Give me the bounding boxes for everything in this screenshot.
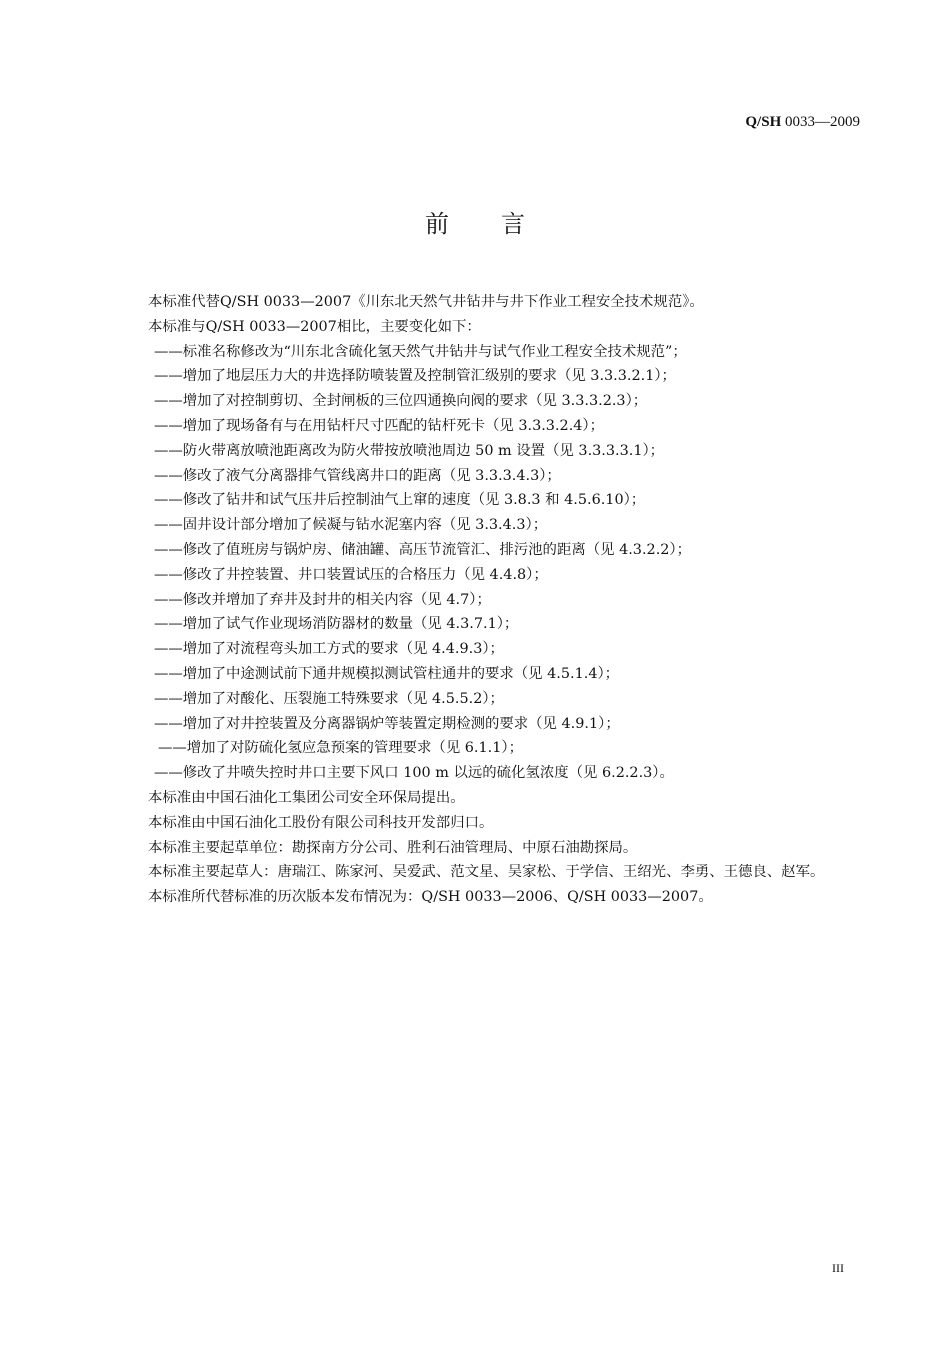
change-item: ——增加了对酸化、压裂施工特殊要求（见 4.5.5.2）；	[154, 690, 504, 707]
change-item: ——增加了中途测试前下通井规模拟测试管柱通井的要求（见 4.5.1.4）；	[154, 665, 620, 682]
paragraph-proposer: 本标准由中国石油化工集团公司安全环保局提出。	[148, 789, 465, 806]
page-title: 前言	[425, 210, 577, 238]
change-item: ——增加了对井控装置及分离器锅炉等装置定期检测的要求（见 4.9.1）；	[154, 715, 620, 732]
standard-code-prefix: Q/SH	[745, 114, 782, 130]
change-item: ——标准名称修改为“川东北含硫化氢天然气井钻井与试气作业工程安全技术规范”；	[154, 343, 687, 360]
standard-code	[745, 114, 860, 131]
change-item: ——增加了对防硫化氢应急预案的管理要求（见 6.1.1）；	[158, 740, 523, 757]
change-item: ——增加了现场备有与在用钻杆尺寸匹配的钻杆死卡（见 3.3.3.2.4）；	[154, 417, 604, 434]
change-item: ——增加了地层压力大的井选择防喷装置及控制管汇级别的要求（见 3.3.3.2.1）；	[154, 368, 676, 385]
change-item: ——修改了钻井和试气压井后控制油气上窜的速度（见 3.8.3 和 4.5.6.10）；	[154, 492, 646, 509]
paragraph-changes-intro: 本标准与Q/SH 0033—2007相比，主要变化如下：	[148, 318, 481, 335]
foreword-body	[116, 290, 864, 910]
change-item: ——修改了值班房与锅炉房、储油罐、高压节流管汇、排污池的距离（见 4.3.2.2）；	[154, 541, 692, 558]
page-number: III	[832, 1261, 844, 1275]
paragraph-replaces: 本标准代替Q/SH 0033—2007《川东北天然气井钻井与井下作业工程安全技术规范》。	[148, 294, 704, 310]
paragraph-centralized-by: 本标准由中国石油化工股份有限公司科技开发部归口。	[148, 814, 494, 831]
change-item: ——修改了井喷失控时井口主要下风口 100 m 以远的硫化氢浓度（见 6.2.2.3）。	[154, 765, 674, 782]
paragraph-drafting-units: 本标准主要起草单位：勘探南方分公司、胜利石油管理局、中原石油勘探局。	[148, 839, 638, 856]
paragraph-previous-editions: 本标准所代替标准的历次版本发布情况为：Q/SH 0033—2006、Q/SH 0033—2007。	[148, 889, 713, 906]
change-item: ——增加了对控制剪切、全封闸板的三位四通换向阀的要求（见 3.3.3.2.3）；	[154, 393, 648, 410]
change-item: ——修改了液气分离器排气管线离井口的距离（见 3.3.3.4.3）；	[154, 467, 561, 484]
standard-code-number: 0033—2009	[781, 114, 860, 130]
change-item: ——固井设计部分增加了候凝与钻水泥塞内容（见 3.3.4.3）；	[154, 517, 548, 534]
change-item: ——增加了对流程弯头加工方式的要求（见 4.4.9.3）；	[154, 641, 504, 658]
change-item: ——修改并增加了弃井及封井的相关内容（见 4.7）；	[154, 591, 491, 608]
change-item: ——修改了井控装置、井口装置试压的合格压力（见 4.4.8）；	[154, 566, 548, 583]
change-item: ——防火带离放喷池距离改为防火带按放喷池周边 50 m 设置（见 3.3.3.3.1）；	[154, 442, 665, 459]
paragraph-drafters: 本标准主要起草人：唐瑞江、陈家河、吴爱武、范文星、吴家松、于学信、王绍光、李勇、王德良、赵军。	[148, 864, 825, 881]
change-item: ——增加了试气作业现场消防器材的数量（见 4.3.7.1）；	[154, 616, 519, 633]
